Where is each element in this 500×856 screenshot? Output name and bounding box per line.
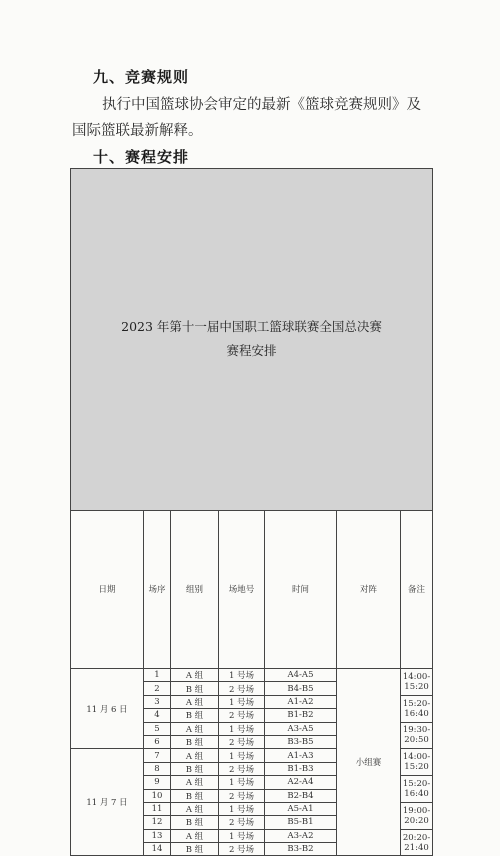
rules-paragraph: 执行中国篮球协会审定的最新《篮球竞赛规则》及国际篮联最新解释。	[72, 97, 421, 139]
time-cell: 14:00-15:20	[401, 749, 433, 776]
column-header: 时间	[265, 510, 337, 668]
teams-cell: A5-A1	[265, 802, 337, 815]
match-number-cell: 9	[144, 776, 171, 789]
time-cell: 19:00-20:20	[401, 802, 433, 829]
column-header: 组别	[171, 510, 219, 668]
date-cell: 11 月 6 日	[71, 669, 144, 749]
group-cell: B 组	[171, 735, 219, 748]
match-number-cell: 1	[144, 669, 171, 682]
teams-cell: A1-A2	[265, 695, 337, 708]
teams-cell: A2-A4	[265, 776, 337, 789]
match-number-cell: 12	[144, 816, 171, 829]
court-cell: 1 号场	[219, 829, 265, 842]
time-cell: 19:30-20:50	[401, 722, 433, 749]
match-number-cell: 11	[144, 802, 171, 815]
group-cell: B 组	[171, 682, 219, 695]
court-cell: 2 号场	[219, 843, 265, 856]
table-header-row	[71, 510, 433, 668]
group-cell: A 组	[171, 749, 219, 762]
note-cell: 小组赛	[337, 669, 401, 856]
match-number-cell: 6	[144, 735, 171, 748]
time-cell: 14:00-15:20	[401, 669, 433, 696]
section-9-heading: 九、竞赛规则	[93, 68, 190, 86]
column-header: 场序	[144, 510, 171, 668]
group-cell: A 组	[171, 695, 219, 708]
schedule-subtitle: 赛程安排	[226, 343, 277, 359]
teams-cell: B1-B3	[265, 762, 337, 775]
court-cell: 2 号场	[219, 682, 265, 695]
schedule-title: 2023 年第十一届中国职工篮球联赛全国总决赛	[121, 319, 382, 335]
date-cell: 11 月 7 日	[71, 749, 144, 856]
column-header: 对阵	[337, 510, 401, 668]
schedule-title-cell	[71, 169, 433, 511]
court-cell: 2 号场	[219, 816, 265, 829]
match-number-cell: 10	[144, 789, 171, 802]
court-cell: 1 号场	[219, 749, 265, 762]
teams-cell: B3-B5	[265, 735, 337, 748]
time-cell: 15:20-16:40	[401, 776, 433, 803]
match-number-cell: 7	[144, 749, 171, 762]
court-cell: 1 号场	[219, 776, 265, 789]
group-cell: A 组	[171, 802, 219, 815]
court-cell: 2 号场	[219, 709, 265, 722]
match-number-cell: 3	[144, 695, 171, 708]
match-number-cell: 4	[144, 709, 171, 722]
section-10-heading: 十、赛程安排	[93, 148, 190, 166]
teams-cell: B1-B2	[265, 709, 337, 722]
column-header: 日期	[71, 510, 144, 668]
match-number-cell: 5	[144, 722, 171, 735]
court-cell: 1 号场	[219, 695, 265, 708]
match-number-cell: 2	[144, 682, 171, 695]
group-cell: A 组	[171, 829, 219, 842]
match-number-cell: 8	[144, 762, 171, 775]
group-cell: B 组	[171, 843, 219, 856]
teams-cell: A3-A2	[265, 829, 337, 842]
match-number-cell: 13	[144, 829, 171, 842]
group-cell: B 组	[171, 816, 219, 829]
court-cell: 2 号场	[219, 735, 265, 748]
group-cell: A 组	[171, 776, 219, 789]
group-cell: B 组	[171, 762, 219, 775]
court-cell: 2 号场	[219, 789, 265, 802]
time-cell: 15:20-16:40	[401, 695, 433, 722]
column-header: 备注	[401, 510, 433, 668]
group-cell: B 组	[171, 709, 219, 722]
group-cell: A 组	[171, 722, 219, 735]
match-number-cell: 14	[144, 843, 171, 856]
court-cell: 2 号场	[219, 762, 265, 775]
group-cell: B 组	[171, 789, 219, 802]
teams-cell: A1-A3	[265, 749, 337, 762]
schedule-table	[70, 168, 433, 856]
court-cell: 1 号场	[219, 722, 265, 735]
group-cell: A 组	[171, 669, 219, 682]
court-cell: 1 号场	[219, 802, 265, 815]
column-header: 场地号	[219, 510, 265, 668]
schedule-body	[71, 669, 433, 856]
court-cell: 1 号场	[219, 669, 265, 682]
teams-cell: A3-A5	[265, 722, 337, 735]
teams-cell: A4-A5	[265, 669, 337, 682]
teams-cell: B5-B1	[265, 816, 337, 829]
time-cell: 20:20-21:40	[401, 829, 433, 856]
teams-cell: B3-B2	[265, 843, 337, 856]
teams-cell: B2-B4	[265, 789, 337, 802]
teams-cell: B4-B5	[265, 682, 337, 695]
